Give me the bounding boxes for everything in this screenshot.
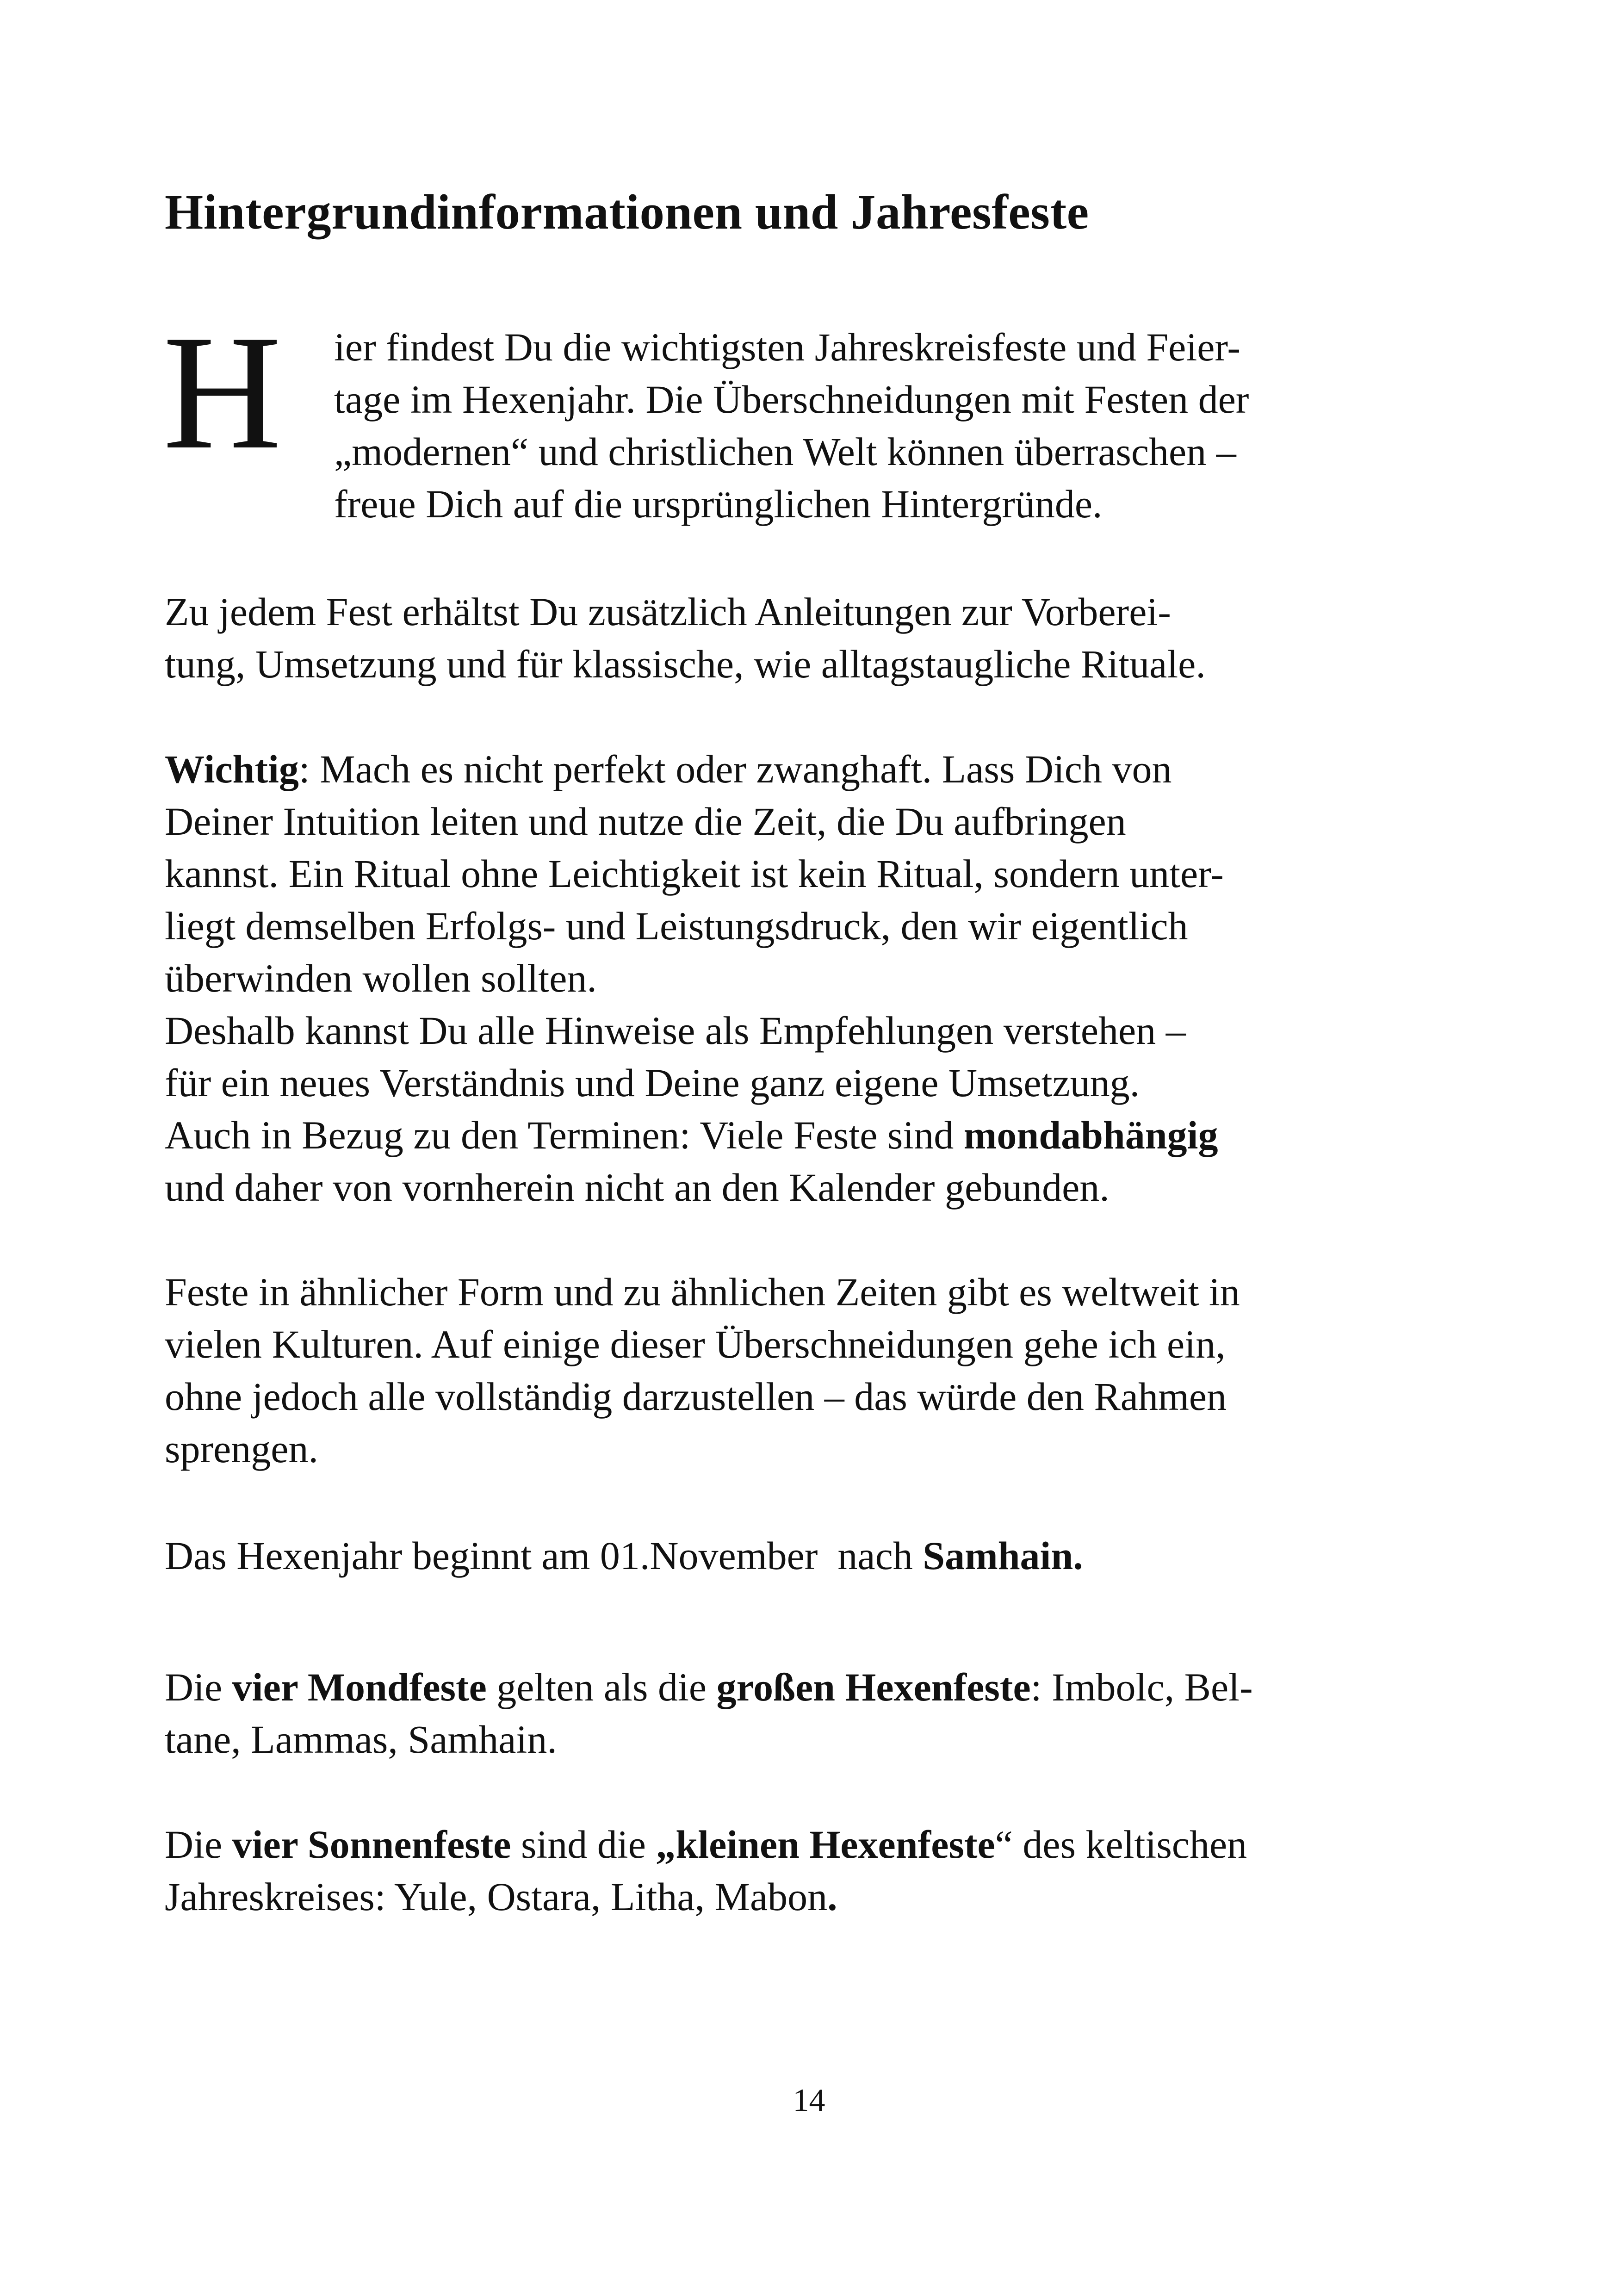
paragraph-year-start [165, 1530, 1483, 1582]
text-line: Das Hexenjahr beginnt am 01.November nach Samhain. [165, 1533, 1083, 1578]
intro-line: tage im Hexenjahr. Die Überschneidungen mit Festen der [334, 377, 1249, 422]
text-line: liegt demselben Erfolgs- und Leistungsdruck, den wir eigentlich [165, 904, 1188, 948]
text-line: Jahreskreises: Yule, Ostara, Litha, Mabon. [165, 1874, 837, 1919]
important-label: Wichtig [165, 747, 299, 791]
page-title: Hintergrundinformationen und Jahresfeste [165, 185, 1089, 240]
text-line: sprengen. [165, 1427, 318, 1471]
text-line: für ein neues Verständnis und Deine ganz eigene Umsetzung. [165, 1061, 1140, 1105]
paragraph-moon-festivals [165, 1661, 1483, 1766]
paragraph-sun-festivals [165, 1818, 1483, 1923]
text-line: tung, Umsetzung und für klassische, wie alltagstaugliche Rituale. [165, 642, 1206, 686]
text-line: vielen Kulturen. Auf einige dieser Überschneidungen gehe ich ein, [165, 1322, 1226, 1366]
text-line: Feste in ähnlicher Form und zu ähnlichen Zeiten gibt es weltweit in [165, 1270, 1240, 1314]
emphasis: vier Mondfeste [232, 1665, 487, 1709]
paragraph-instructions [165, 586, 1483, 690]
text-line: Deiner Intuition leiten und nutze die Zeit, die Du aufbringen [165, 799, 1126, 844]
emphasis: großen Hexenfeste [716, 1665, 1031, 1709]
emphasis: vier Sonnenfeste [232, 1822, 511, 1867]
text-line: Wichtig: Mach es nicht perfekt oder zwanghaft. Lass Dich von [165, 747, 1172, 791]
text-line: tane, Lammas, Samhain. [165, 1717, 557, 1762]
paragraph-cultures [165, 1266, 1483, 1475]
intro-paragraph [334, 321, 1484, 530]
emphasis: mondabhängig [963, 1113, 1218, 1157]
text-line: kannst. Ein Ritual ohne Leichtigkeit ist kein Ritual, sondern unter- [165, 851, 1224, 896]
emphasis: „kleinen Hexenfeste [656, 1822, 995, 1867]
text-line: Zu jedem Fest erhältst Du zusätzlich Anleitungen zur Vorberei- [165, 590, 1171, 634]
text-line: Die vier Sonnenfeste sind die „kleinen Hexenfeste“ des keltischen [165, 1822, 1247, 1867]
text-line: und daher von vornherein nicht an den Kalender gebunden. [165, 1165, 1110, 1210]
paragraph-important [165, 743, 1483, 1214]
text-line: Auch in Bezug zu den Terminen: Viele Feste sind mondabhängig [165, 1113, 1218, 1157]
intro-line: freue Dich auf die ursprünglichen Hintergründe. [334, 482, 1103, 526]
text-line: Deshalb kannst Du alle Hinweise als Empfehlungen verstehen – [165, 1008, 1186, 1053]
intro-line: ier findest Du die wichtigsten Jahreskreisfeste und Feier- [334, 325, 1240, 369]
emphasis: Samhain. [923, 1533, 1083, 1578]
intro-line: „modernen“ und christlichen Welt können überraschen – [334, 429, 1236, 474]
drop-cap: H [163, 301, 282, 483]
page-number: 14 [793, 2083, 825, 2118]
text-line: ohne jedoch alle vollständig darzustellen – das würde den Rahmen [165, 1374, 1227, 1419]
text-line: Die vier Mondfeste gelten als die großen Hexenfeste: Imbolc, Bel- [165, 1665, 1253, 1709]
text-line: überwinden wollen sollten. [165, 956, 597, 1000]
